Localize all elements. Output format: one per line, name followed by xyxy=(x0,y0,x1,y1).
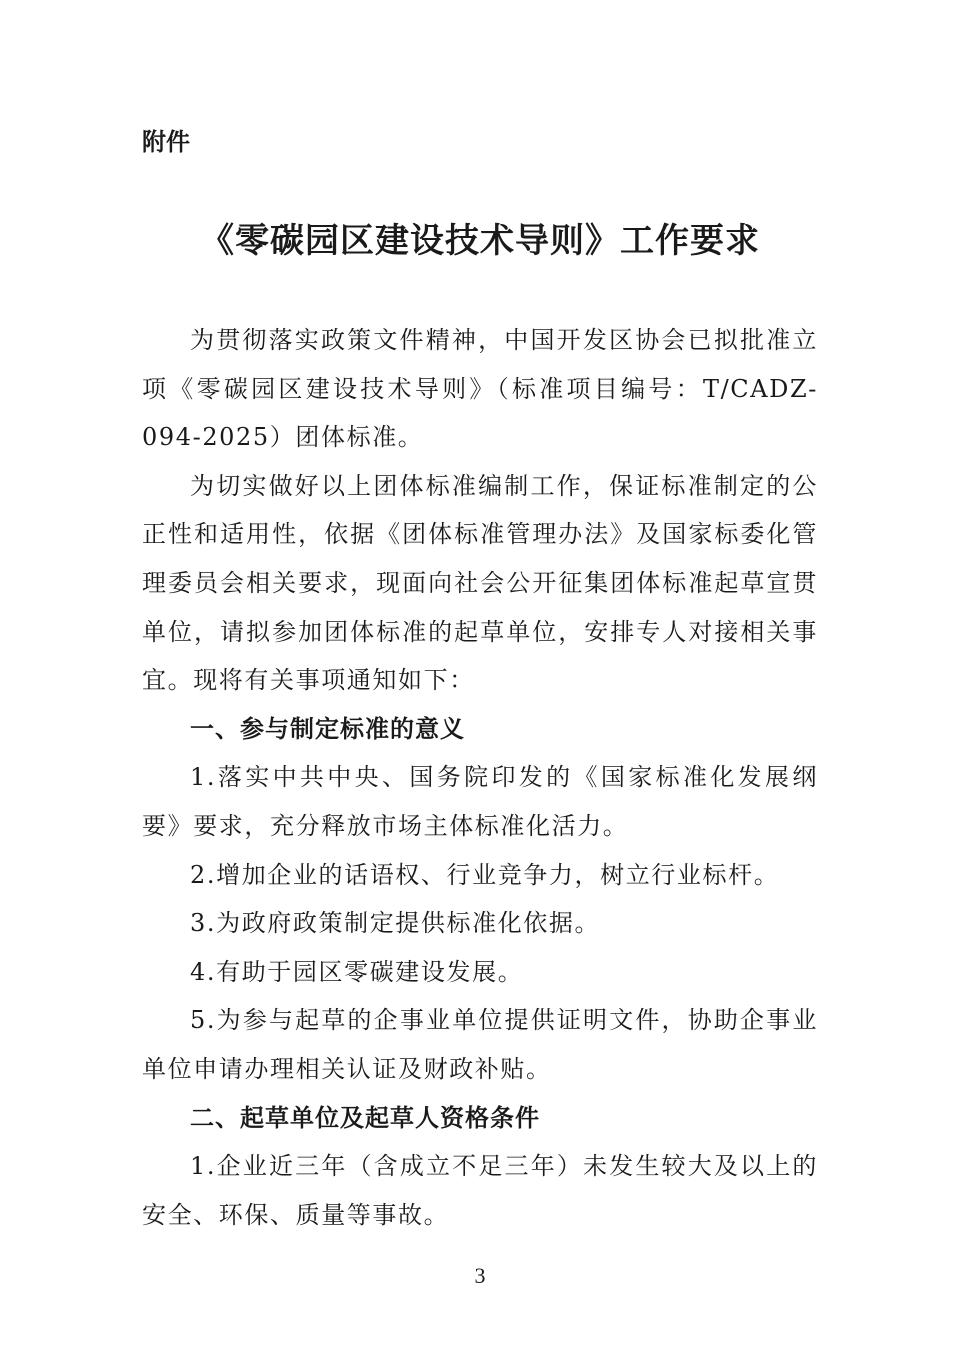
document-title: 《零碳园区建设技术导则》工作要求 xyxy=(200,221,760,261)
qualification-item-1: 1.企业近三年（含成立不足三年）未发生较大及以上的安全、环保、质量等事故。 xyxy=(142,1152,818,1229)
significance-item-5: 5.为参与起草的企事业单位提供证明文件，协助企事业单位申请办理相关认证及财政补贴。 xyxy=(142,1006,818,1083)
section-heading-qualifications: 二、起草单位及起草人资格条件 xyxy=(190,1103,540,1132)
significance-item-2: 2.增加企业的话语权、行业竞争力，树立行业标杆。 xyxy=(190,860,780,889)
section-heading-significance: 一、参与制定标准的意义 xyxy=(190,714,465,743)
significance-item-1: 1.落实中共中央、国务院印发的《国家标准化发展纲要》要求，充分释放市场主体标准化活力。 xyxy=(142,763,818,840)
significance-item-3: 3.为政府政策制定提供标准化依据。 xyxy=(190,909,601,938)
significance-item-4: 4.有助于园区零碳建设发展。 xyxy=(190,957,524,986)
page-number: 3 xyxy=(474,1263,486,1288)
intro-paragraph-1: 为贯彻落实政策文件精神，中国开发区协会已拟批准立项《零碳园区建设技术导则》（标准项目编号：T/CADZ-094-2025）团体标准。 xyxy=(142,326,818,452)
document-body xyxy=(142,316,818,1239)
attachment-label: 附件 xyxy=(142,128,190,156)
intro-paragraph-2: 为切实做好以上团体标准编制工作，保证标准制定的公正性和适用性，依据《团体标准管理办法》及国家标委化管理委员会相关要求，现面向社会公开征集团体标准起草宣贯单位，请拟参加团体标准的起草单位，安排专人对接相关事宜。现将有关事项通知如下： xyxy=(142,471,818,695)
